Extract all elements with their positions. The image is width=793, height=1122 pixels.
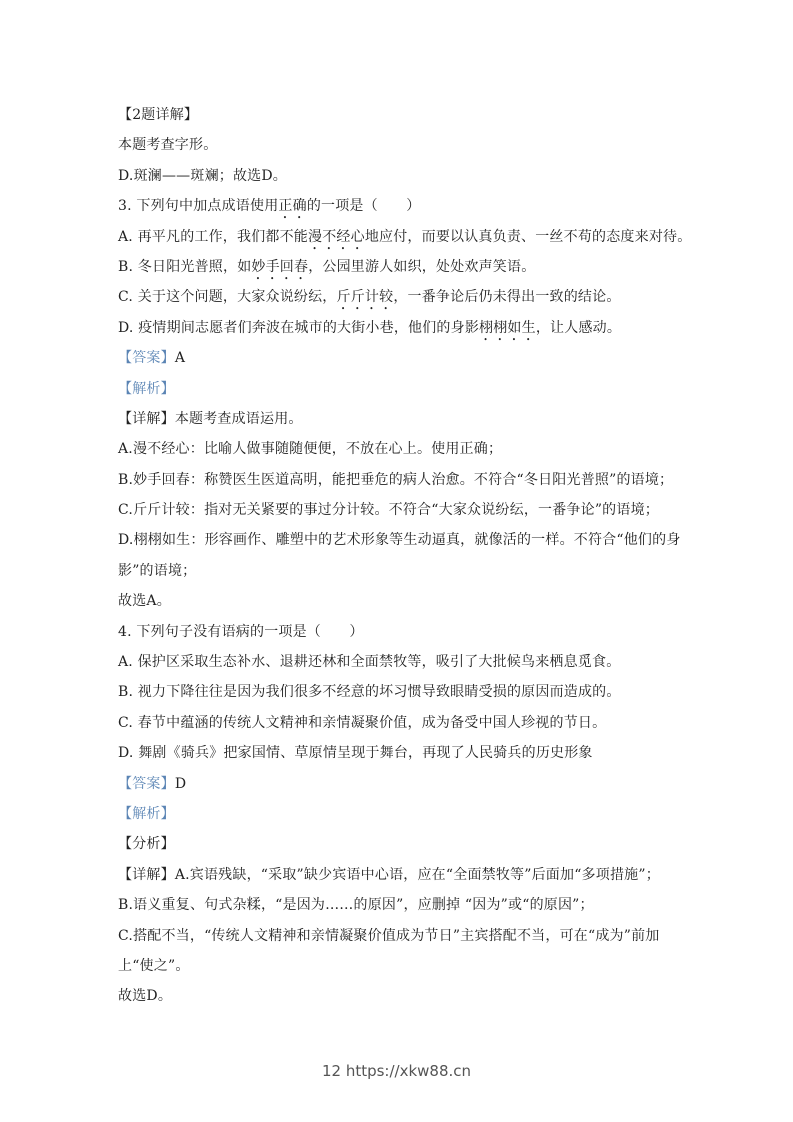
q3-answer [118, 343, 688, 373]
answer-value: A [174, 350, 186, 367]
q4-stem: 4. 下列句子没有语病的一项是（ ） [118, 623, 364, 640]
q3-option-c: C. 关于这个问题，大家众说纷纭，斤斤计较，一番争论后仍未得出一致的结论。 [118, 289, 621, 306]
q3-conclusion: 故选A。 [118, 593, 171, 610]
q4-option-c: C. 春节中蕴涵的传统人文精神和亲情凝聚价值，成为备受中国人珍视的节日。 [118, 714, 607, 731]
detail-label: 【详解】 [118, 410, 175, 427]
q4-detail: 【详解】A.宾语残缺，“采取”缺少宾语中心语，应在“全面禁牧等”后面加“多项措施”； [118, 866, 660, 883]
q4-answer [118, 769, 688, 799]
q4-option-d: D. 舞剧《骑兵》把家国情、草原情呈现于舞台，再现了人民骑兵的历史形象 [118, 745, 593, 762]
q4-option-b: B. 视力下降往往是因为我们很多不经意的坏习惯导致眼睛受损的原因而造成的。 [118, 684, 621, 701]
answer-value: D [174, 775, 187, 792]
q2-detail-heading: 【2题详解】 [118, 107, 199, 123]
q3-analysis-label: 【解析】 [118, 380, 175, 397]
answer-label: 【答案】 [118, 775, 175, 792]
q4-explanation: C.搭配不当，“传统人文精神和亲情凝聚价值成为节日”主宾搭配不当，可在“成为”前加 [118, 927, 660, 944]
q3-explanation: C.斤斤计较：指对无关紧要的事过分计较。不符合“大家众说纷纭，一番争论”的语境； [118, 502, 659, 519]
q4-option-a: A. 保护区采取生态补水、退耕还林和全面禁牧等，吸引了大批候鸟来栖息觅食。 [118, 654, 621, 671]
q3-explanation: D.栩栩如生：形容画作、雕塑中的艺术形象等生动逼真，就像活的一样。不符合“他们的身 [118, 532, 681, 549]
emphasized-idiom: 栩栩如生 [479, 319, 536, 336]
q3-stem: 3. 下列句中加点成语使用正确的一项是（ ） [118, 198, 421, 215]
q4-fenxi-label: 【分析】 [118, 836, 175, 853]
answer-label: 【答案】 [118, 350, 175, 367]
emphasized-idiom: 漫不经心 [308, 228, 365, 245]
emphasized-text: 正确 [278, 198, 307, 215]
page-footer [0, 1062, 793, 1080]
detail-label: 【详解】 [118, 866, 175, 883]
q3-detail: 【详解】本题考查成语运用。 [118, 410, 303, 427]
q4-conclusion: 故选D。 [118, 988, 173, 1005]
document-page [118, 100, 692, 1012]
q2-detail-line: D.斑澜——斑斓；故选D。 [118, 167, 287, 184]
footer-site-link[interactable]: https://xkw88.cn [345, 1062, 472, 1080]
q3-explanation: 影”的语境； [118, 562, 197, 579]
q3-explanation: A.漫不经心：比喻人做事随随便便，不放在心上。使用正确； [118, 441, 503, 458]
q3-option-d: D. 疫情期间志愿者们奔波在城市的大街小巷，他们的身影栩栩如生，让人感动。 [118, 319, 622, 336]
q2-detail-line: 本题考查字形。 [118, 137, 218, 154]
q4-analysis-label: 【解析】 [118, 805, 175, 822]
q3-option-b: B. 冬日阳光普照，如妙手回春，公园里游人如织，处处欢声笑语。 [118, 258, 536, 275]
q4-explanation: B.语义重复、句式杂糅，“是因为……的原因”，应删掉 “因为”或“的原因”； [118, 897, 594, 914]
q3-explanation: B.妙手回春：称赞医生医道高明，能把垂危的病人治愈。不符合“冬日阳光普照”的语境； [118, 471, 674, 488]
q3-option-a: A. 再平凡的工作，我们都不能漫不经心地应付，而要以认真负责、一丝不苟的态度来对待。 [118, 228, 692, 245]
q4-explanation: 上“使之”。 [118, 957, 190, 974]
emphasized-idiom: 妙手回春 [251, 258, 309, 275]
page-number: 12 [321, 1062, 342, 1080]
emphasized-idiom: 斤斤计较 [336, 289, 394, 306]
